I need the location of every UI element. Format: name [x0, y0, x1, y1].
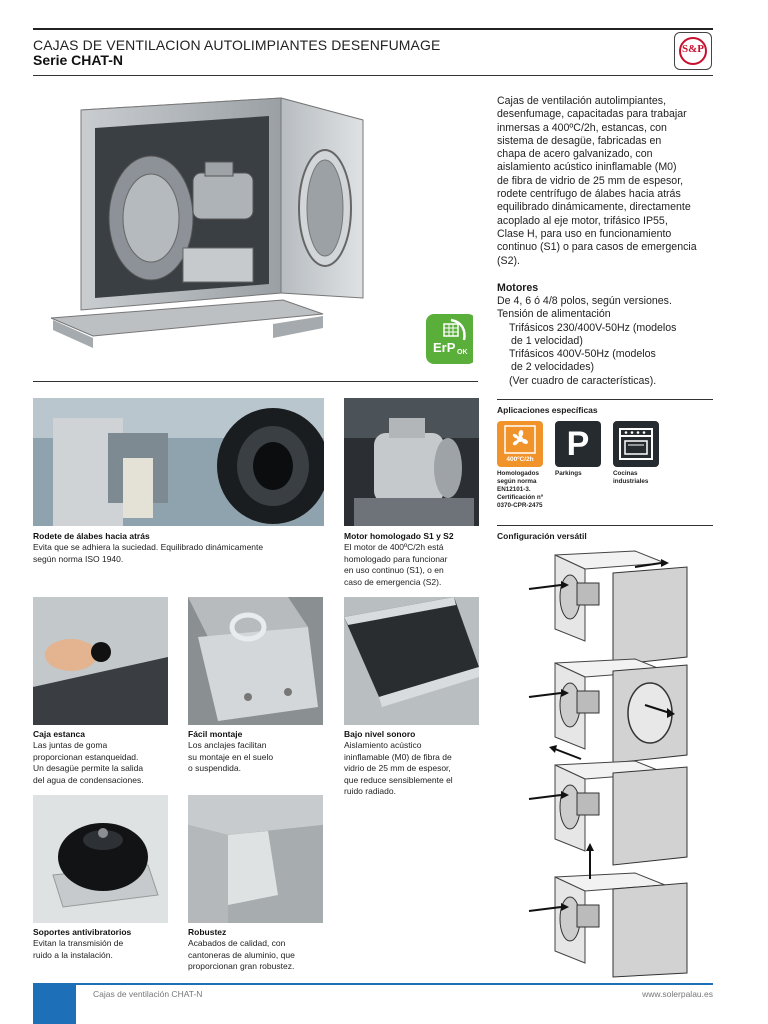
- motores-line: (Ver cuadro de características).: [509, 374, 657, 387]
- feature-text-line: Acabados de calidad, con: [188, 938, 286, 948]
- erp-sub: OK: [457, 349, 468, 356]
- feature-vibration-title: Soportes antivibratorios: [33, 927, 132, 937]
- configuration-diagrams: [515, 545, 715, 980]
- description-line: inmersas a 400ºC/2h, estancas, con: [497, 121, 667, 134]
- description-line: chapa de acero galvanizado, con: [497, 148, 653, 161]
- description-line: rodete centrífugo de álabes hacia atrás: [497, 188, 681, 201]
- footer-accent: [33, 984, 76, 1024]
- description-line: de fibra de vidrio de 25 mm de espesor,: [497, 174, 684, 187]
- app-fire-badge: [497, 421, 543, 467]
- feature-impeller-text: [33, 542, 333, 565]
- photo-impeller: [33, 398, 324, 526]
- app-parking-label: [555, 470, 582, 478]
- feature-motor-text: [344, 542, 484, 588]
- app-label-line: según norma: [497, 478, 537, 485]
- app-label-line: Homologados: [497, 470, 539, 477]
- photo-vibration-mounts: [33, 795, 168, 923]
- description-line: sistema de desagüe, fabricadas en: [497, 134, 662, 147]
- configuration-heading: Configuración versátil: [497, 531, 587, 541]
- feature-text-line: Las juntas de goma: [33, 740, 108, 750]
- feature-text-line: ruido a la instalación.: [33, 949, 113, 960]
- app-parking-badge: [555, 421, 601, 467]
- photo-insulation: [344, 597, 479, 725]
- photo-seal: [33, 597, 168, 725]
- feature-text-line: homologado para funcionar: [344, 553, 448, 564]
- app-label-line: Cocinas: [613, 470, 638, 477]
- description-line: continuo (S1) o para casos de emergencia: [497, 241, 697, 254]
- erp-icon: [426, 314, 473, 364]
- description-line: equilibrado dinámicamente, directamente: [497, 201, 691, 214]
- app-fire-badge-text: 400ºC/2h: [506, 456, 534, 463]
- header-rule: [33, 75, 713, 76]
- description-line: Clase H, para uso en funcionamiento: [497, 227, 672, 240]
- feature-text-line: caso de emergencia (S2).: [344, 576, 442, 587]
- footer-title: Cajas de ventilación CHAT-N: [93, 989, 203, 999]
- motores-line: de 2 velocidades): [511, 361, 595, 374]
- feature-text-line: Los anclajes facilitan: [188, 740, 267, 750]
- page-title: CAJAS DE VENTILACION AUTOLIMPIANTES DESENFUMAGE: [33, 37, 441, 53]
- feature-text-line: Evita que se adhiera la suciedad. Equilibrado dinámicamente: [33, 542, 264, 552]
- feature-text-line: ruido radiado.: [344, 786, 396, 796]
- feature-mounting-text: [188, 740, 328, 775]
- feature-text-line: ininflamable (M0) de fibra de: [344, 751, 452, 762]
- product-image: [33, 88, 473, 378]
- motores-line: Trifásicos 230/400V-50Hz (modelos: [509, 321, 677, 334]
- feature-text-line: Evitan la transmisión de: [33, 938, 124, 948]
- motores-heading: Motores: [497, 282, 539, 294]
- feature-vibration-text: [33, 938, 173, 961]
- feature-robustness-text: [188, 938, 328, 973]
- app-label-line: EN12101-3.: [497, 486, 531, 493]
- description-line: Cajas de ventilación autolimpiantes,: [497, 95, 667, 107]
- top-rule: [33, 28, 713, 30]
- applications-heading: Aplicaciones específicas: [497, 405, 598, 415]
- brand-logo: [674, 32, 712, 70]
- description-line: (S2).: [497, 254, 520, 267]
- motores-line: de 1 velocidad): [511, 334, 583, 347]
- footer-website[interactable]: www.solerpalau.es: [642, 989, 713, 999]
- feature-text-line: vidrio de 25 mm de espesor,: [344, 763, 451, 773]
- config-rule: [497, 525, 713, 526]
- motores-line: Trifásicos 400V-50Hz (modelos: [509, 348, 656, 361]
- feature-text-line: del agua de condensaciones.: [33, 774, 144, 785]
- feature-text-line: o suspendida.: [188, 763, 241, 773]
- photo-robustness: [188, 795, 323, 923]
- photo-motor: [344, 398, 479, 526]
- feature-text-line: Un desagüe permite la salida: [33, 763, 144, 773]
- motores-list: [497, 295, 719, 388]
- feature-text-line: Aislamiento acústico: [344, 740, 422, 750]
- app-label-line: Parkings: [555, 470, 582, 477]
- product-description: [497, 95, 719, 268]
- app-label-line: 0370-CPR-2475: [497, 502, 543, 509]
- feature-text-line: que reduce sensiblemente el: [344, 774, 453, 785]
- app-label-line: industriales: [613, 478, 649, 485]
- description-line: desenfumage, capacitadas para trabajar: [497, 108, 687, 121]
- feature-insulation-text: [344, 740, 484, 798]
- erp-label: ErP: [433, 340, 456, 355]
- feature-mounting-title: Fácil montaje: [188, 729, 243, 739]
- logo-text: S&P: [682, 43, 704, 55]
- motores-line: De 4, 6 ó 4/8 polos, según versiones.: [497, 295, 672, 307]
- feature-text-line: en uso continuo (S1), o en: [344, 565, 444, 575]
- feature-text-line: su montaje en el suelo: [188, 751, 274, 762]
- apps-rule: [497, 399, 713, 400]
- app-label-line: Certificación nº: [497, 494, 544, 501]
- app-kitchen-badge: [613, 421, 659, 467]
- series-title: Serie CHAT-N: [33, 52, 123, 68]
- feature-text-line: según norma ISO 1940.: [33, 553, 124, 564]
- footer-rule: [33, 983, 713, 985]
- parking-letter: P: [566, 425, 590, 463]
- feature-impeller-title: Rodete de álabes hacia atrás: [33, 531, 150, 541]
- erp-badge: [426, 314, 473, 364]
- feature-seal-title: Caja estanca: [33, 729, 85, 739]
- feature-text-line: proporcionan estanqueidad.: [33, 751, 139, 762]
- feature-insulation-title: Bajo nivel sonoro: [344, 729, 416, 739]
- feature-text-line: El motor de 400ºC/2h está: [344, 542, 444, 552]
- motores-line: Tensión de alimentación: [497, 308, 611, 321]
- description-line: acoplado al eje motor, trifásico IP55,: [497, 214, 668, 227]
- description-line: aislamiento acústico ininflamable (M0): [497, 161, 677, 174]
- app-kitchen-label: [613, 470, 648, 486]
- feature-text-line: cantoneras de aluminio, que: [188, 949, 295, 960]
- feature-seal-text: [33, 740, 173, 786]
- feature-robustness-title: Robustez: [188, 927, 227, 937]
- feature-text-line: proporcionan gran robustez.: [188, 961, 295, 971]
- app-fire-label: [497, 470, 543, 510]
- kitchen-icon: [613, 421, 659, 467]
- image-rule: [33, 381, 478, 382]
- photo-mounting: [188, 597, 323, 725]
- feature-motor-title: Motor homologado S1 y S2: [344, 531, 454, 541]
